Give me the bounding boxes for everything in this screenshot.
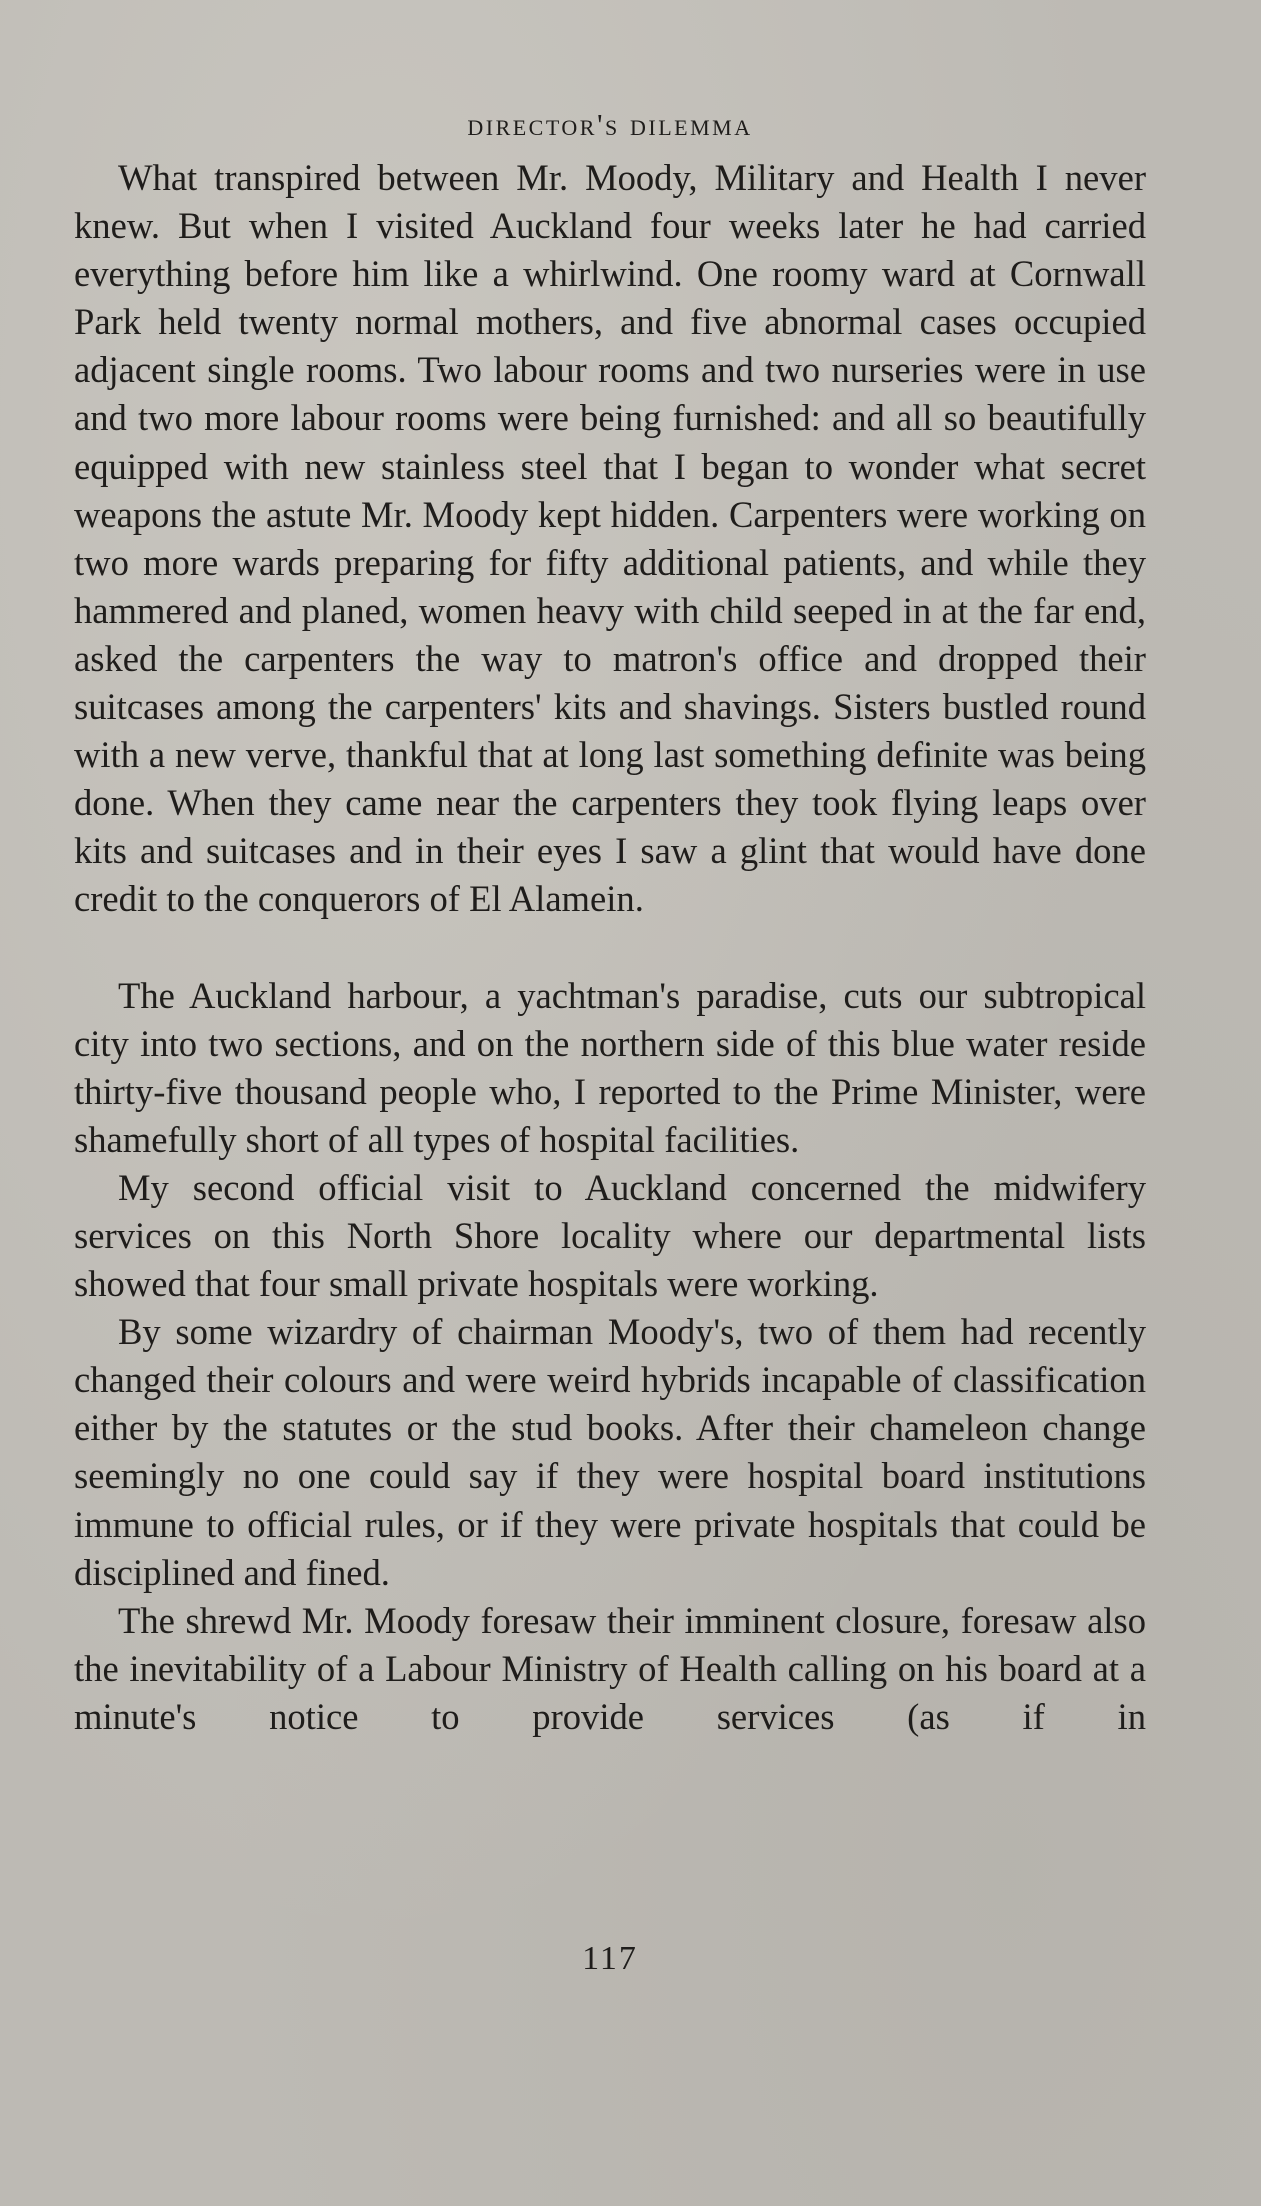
- paragraph: The Auckland harbour, a yachtman's paradise, cuts our subtropical city into two sections, and on the northern side of this blue water reside thirty-five thousand people who, I reported to the Prime Minister, were shamefully short of all types of hospital facilities.: [74, 974, 1146, 1160]
- book-page: [74, 96, 1146, 1741]
- running-head: director's dilemma: [467, 107, 753, 142]
- paragraph: The shrewd Mr. Moody foresaw their imminent closure, foresaw also the inevitability of a Labour Ministry of Health calling on his board at a minute's notice to provide services (as if in: [74, 1599, 1146, 1737]
- paragraph: By some wizardry of chairman Moody's, two of them had recently changed their colours and were weird hybrids incapable of classification either by the statutes or the stud books. After their chameleon change seemingly no one could say if they were hospital board institutions immune to official rules, or if they were private hospitals that could be disciplined and fined.: [74, 1311, 1146, 1593]
- paragraph: My second official visit to Auckland concerned the midwifery services on this North Shore locality where our departmental lists showed that four small private hospitals were working.: [74, 1166, 1146, 1305]
- paragraph: What transpired between Mr. Moody, Military and Health I never knew. But when I visited Auckland four weeks later he had carried everything before him like a whirlwind. One roomy ward at Cornwall Park held twenty normal mothers, and five abnormal cases occupied adjacent single rooms. Two labour rooms and two nurseries were in use and two more labour rooms were being furnished: and all so beautifully equipped with new stainless steel that I began to wonder what secret weapons the astute Mr. Moody kept hidden. Carpenters were working on two more wards preparing for fifty additional patients, and while they hammered and planed, women heavy with child seeped in at the far end, asked the carpenters the way to matron's office and dropped their suitcases among the carpenters' kits and shavings. Sisters bustled round with a new verve, thankful that at long last something definite was being done. When they came near the carpenters they took flying leaps over kits and suitcases and in their eyes I saw a glint that would have done credit to the conquerors of El Alamein.: [74, 157, 1146, 920]
- body-text: [74, 154, 1146, 1741]
- page-number: 117: [582, 1940, 638, 1977]
- section-break: [74, 924, 1146, 972]
